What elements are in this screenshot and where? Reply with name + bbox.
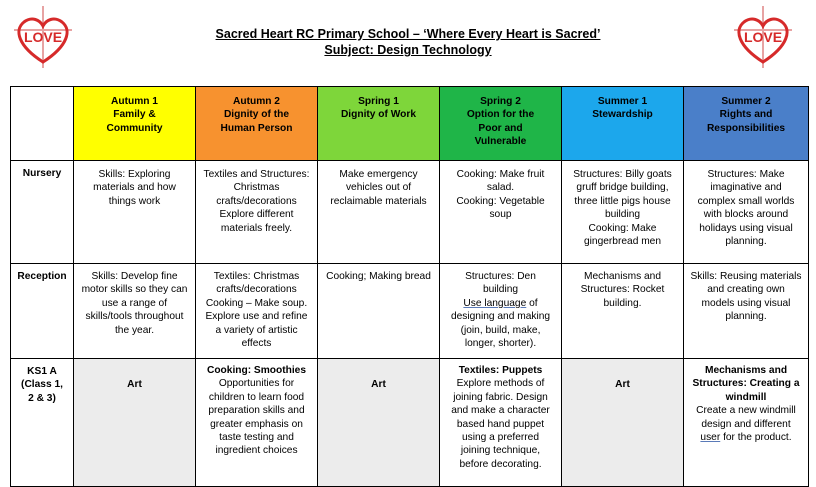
cell-ks1a-spring-1 <box>318 359 440 487</box>
user-text: user <box>700 432 721 444</box>
title-line-subject: Subject: Design Technology <box>324 43 492 57</box>
cell-nursery-spring-2: Cooking: Make fruit salad. Cooking: Vegetable soup <box>440 161 562 264</box>
cell-reception-spring-2-line: Structures: Den building <box>465 271 536 296</box>
textiles-puppets-title: Textiles: Puppets <box>458 365 543 376</box>
corner-cell <box>11 87 74 161</box>
windmill-tail: for the product. <box>720 432 792 444</box>
cell-reception-autumn-2: Textiles: Christmas crafts/decorations Cooking – Make soup. Explore use and refine a variety of artistic effects <box>196 264 318 359</box>
curriculum-table <box>10 86 809 487</box>
cell-reception-spring-2-rest: of designing and making (join, build, make, longer, shorter). <box>450 297 551 350</box>
column-header-autumn-1: Autumn 1 Family & Community <box>74 87 196 161</box>
table-row-nursery <box>11 161 809 264</box>
textiles-puppets-body: Explore methods of joining fabric. Design and make a character based hand puppet using a preferred joining technique, before decorating. <box>451 378 550 470</box>
cell-reception-spring-2 <box>440 264 562 359</box>
art-label: Art <box>127 379 142 390</box>
title-line-school: Sacred Heart RC Primary School – ‘Where Every Heart is Sacred’ <box>215 27 601 41</box>
cell-ks1a-summer-2 <box>684 359 809 487</box>
cell-ks1a-autumn-1 <box>74 359 196 487</box>
cell-ks1a-autumn-2 <box>196 359 318 487</box>
cooking-smoothies-title: Cooking: Smoothies <box>206 365 307 376</box>
logo-text: LOVE <box>23 29 63 45</box>
cell-reception-summer-1: Mechanisms and Structures: Rocket building. <box>562 264 684 359</box>
cell-nursery-summer-2: Structures: Make imaginative and complex small worlds with blocks around holidays using visual planning. <box>684 161 809 264</box>
column-header-summer-2: Summer 2 Rights and Responsibilities <box>684 87 809 161</box>
header-row <box>11 87 809 161</box>
cell-ks1a-spring-2 <box>440 359 562 487</box>
cell-ks1a-summer-1 <box>562 359 684 487</box>
row-header-nursery: Nursery <box>11 161 74 264</box>
cell-nursery-spring-1: Make emergency vehicles out of reclaimable materials <box>318 161 440 264</box>
cell-nursery-autumn-2: Textiles and Structures: Christmas crafts/decorations Explore different materials freely. <box>196 161 318 264</box>
row-header-reception: Reception <box>11 264 74 359</box>
cell-reception-autumn-1: Skills: Develop fine motor skills so they can use a range of skills/tools throughout the year. <box>74 264 196 359</box>
column-header-spring-2: Spring 2 Option for the Poor and Vulnerable <box>440 87 562 161</box>
table-row-ks1a <box>11 359 809 487</box>
art-label: Art <box>371 379 386 390</box>
table-row-reception <box>11 264 809 359</box>
windmill-body: Create a new windmill design and different <box>696 405 796 430</box>
cell-reception-summer-2: Skills: Reusing materials and creating own models using visual planning. <box>684 264 809 359</box>
row-header-ks1a: KS1 A (Class 1, 2 & 3) <box>11 359 74 487</box>
column-header-autumn-2: Autumn 2 Dignity of the Human Person <box>196 87 318 161</box>
cell-nursery-summer-1: Structures: Billy goats gruff bridge building, three little pigs house building Cooking: Make gingerbread men <box>562 161 684 264</box>
cell-reception-spring-1: Cooking; Making bread <box>318 264 440 359</box>
page-title <box>0 26 816 58</box>
art-label: Art <box>615 379 630 390</box>
column-header-summer-1: Summer 1 Stewardship <box>562 87 684 161</box>
use-language-text: Use language <box>463 297 527 309</box>
cooking-smoothies-body: Opportunities for children to learn food preparation skills and greater emphasis on taste testing and ingredient choices <box>208 378 305 457</box>
column-header-spring-1: Spring 1 Dignity of Work <box>318 87 440 161</box>
cell-nursery-autumn-1: Skills: Exploring materials and how things work <box>74 161 196 264</box>
logo-text: LOVE <box>743 29 783 45</box>
windmill-title: Mechanisms and Structures: Creating a windmill <box>692 365 800 403</box>
